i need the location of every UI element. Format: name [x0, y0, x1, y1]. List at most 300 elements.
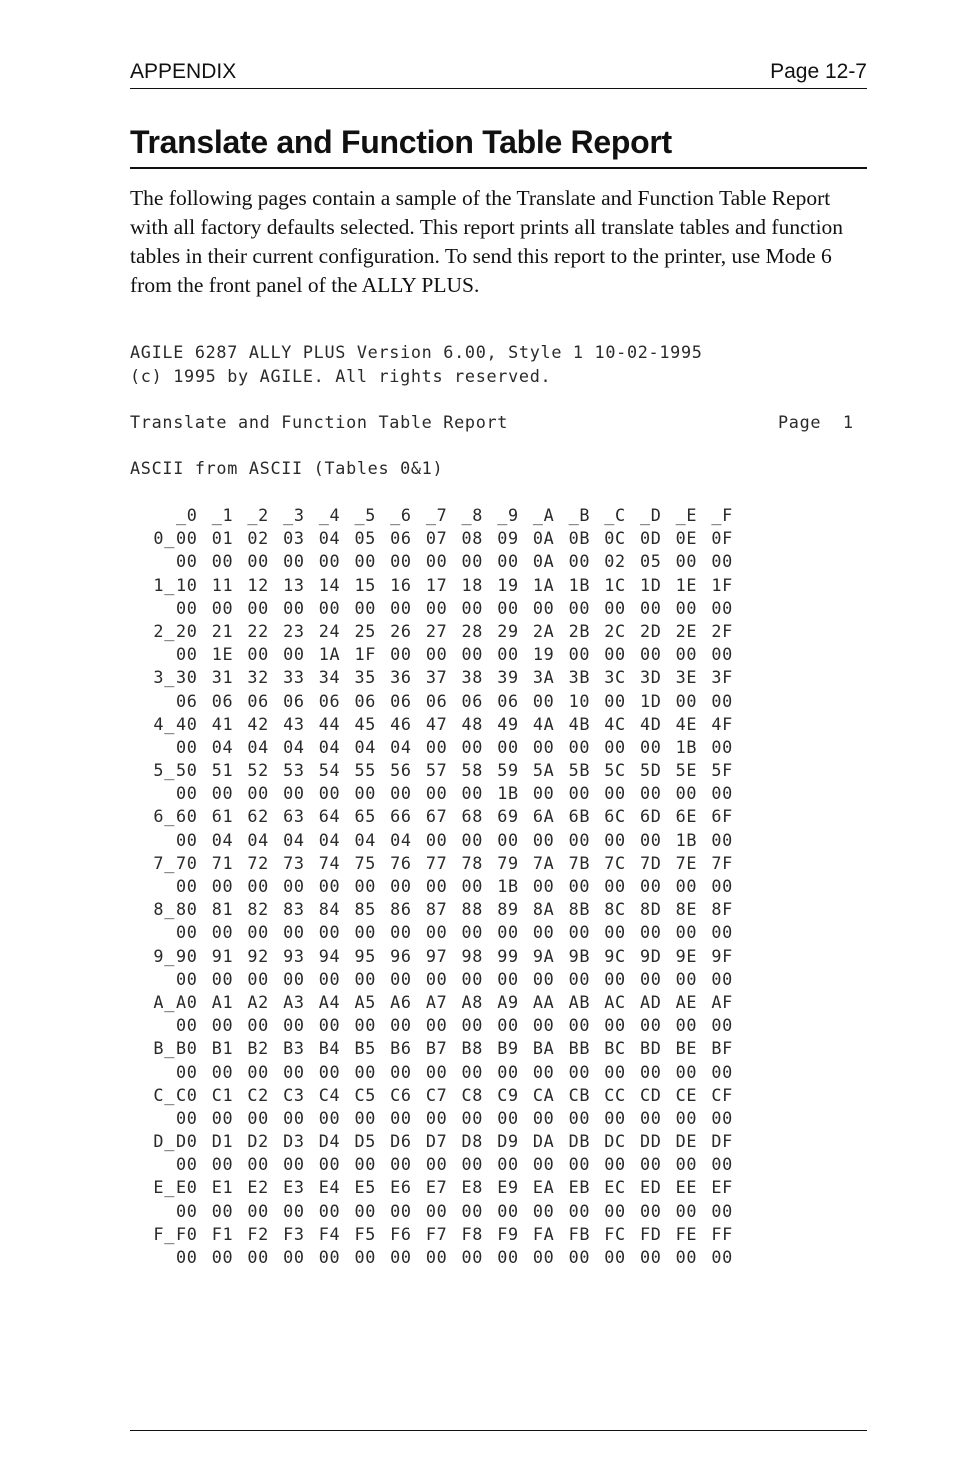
table-cell: 00 — [354, 1015, 377, 1036]
table-cell: 42 — [247, 713, 269, 734]
table-cell: 00 — [604, 829, 626, 850]
table-cell: 00 — [497, 1107, 519, 1128]
table-cell: 00 — [604, 1061, 626, 1082]
table-cell: 00 — [211, 1247, 234, 1267]
table-cell: 1C — [604, 574, 626, 595]
table-cell: 00 — [568, 876, 591, 896]
table-cell: EA — [532, 1177, 555, 1198]
table-cell: 00 — [354, 1200, 377, 1221]
table-cell: 04 — [211, 736, 234, 757]
table-cell: 2B — [568, 620, 591, 641]
table-cell: D8 — [461, 1131, 484, 1152]
table-cell: 24 — [318, 620, 341, 641]
table-cell: 00 — [176, 922, 198, 943]
section-label: APPENDIX — [130, 60, 237, 83]
table-cell: 22 — [247, 620, 269, 641]
table-cell: 84 — [318, 899, 341, 920]
table-cell: 2D — [639, 620, 662, 641]
column-header: _4 — [318, 505, 341, 525]
table-cell: 00 — [283, 968, 305, 989]
table-cell: 00 — [425, 876, 448, 896]
table-cell: D5 — [354, 1131, 377, 1152]
table-cell: BA — [532, 1038, 555, 1059]
table-cell: 00 — [247, 876, 269, 896]
table-cell: 56 — [390, 760, 412, 781]
table-cell: 00 — [711, 597, 733, 618]
table-cell: 00 — [425, 551, 448, 572]
table-cell: 00 — [283, 597, 305, 618]
table-cell: 92 — [247, 945, 269, 966]
table-cell: 06 — [318, 690, 341, 711]
table-cell: 00 — [497, 1015, 519, 1036]
table-cell: D3 — [283, 1131, 305, 1152]
table-cell: 4F — [711, 713, 733, 734]
table-cell: 9C — [604, 945, 626, 966]
table-cell: 00 — [568, 922, 591, 943]
table-cell: 8B — [568, 899, 591, 920]
table-cell: 00 — [425, 1015, 448, 1036]
table-cell: 04 — [318, 528, 341, 549]
table-cell: 00 — [390, 551, 412, 572]
table-cell: 4E — [675, 713, 698, 734]
table-cell: 00 — [532, 1247, 555, 1267]
table-row — [130, 1107, 747, 1130]
table-cell: 00 — [318, 922, 341, 943]
table-cell: 00 — [497, 1200, 519, 1221]
table-cell: 00 — [568, 736, 591, 757]
table-cell: 37 — [425, 667, 448, 688]
table-cell: 00 — [711, 551, 733, 572]
table-cell: 00 — [497, 1154, 519, 1175]
table-cell: 9E — [675, 945, 698, 966]
table-cell: 9F — [711, 945, 733, 966]
table-row — [130, 852, 747, 875]
table-cell: 00 — [247, 1015, 269, 1036]
table-row — [130, 921, 747, 944]
table-cell: 47 — [425, 713, 448, 734]
table-cell: 00 — [425, 1061, 448, 1082]
table-cell: 00 — [675, 690, 698, 711]
table-cell: 00 — [461, 1061, 484, 1082]
table-cell: 00 — [425, 922, 448, 943]
table-cell: 00 — [711, 1200, 733, 1221]
table-cell: 00 — [318, 1015, 341, 1036]
table-cell: 00 — [461, 1247, 484, 1267]
table-cell: 19 — [532, 644, 555, 665]
table-cell: 85 — [354, 899, 377, 920]
table-cell: 00 — [604, 1154, 626, 1175]
table-cell: DC — [604, 1131, 626, 1152]
table-cell: 1D — [639, 690, 662, 711]
table-cell: 27 — [425, 620, 448, 641]
row-label: E_ — [153, 1177, 175, 1198]
table-row — [130, 1130, 747, 1153]
table-cell: 43 — [283, 713, 305, 734]
table-cell: 00 — [283, 644, 305, 665]
table-cell: 00 — [425, 829, 448, 850]
intro-paragraph: The following pages contain a sample of the Translate and Function Table Report with all factory defaults selected. This report prints all translate tables and function tables in their current configuration. To send this report to the printer, use Mode 6 from the front panel of the ALLY PLUS. — [130, 186, 844, 297]
table-cell: BC — [604, 1038, 626, 1059]
footer-rule — [130, 1430, 867, 1431]
row-label: 8_ — [153, 899, 175, 920]
table-cell: 00 — [176, 1061, 198, 1082]
table-cell: A1 — [211, 991, 234, 1012]
column-header: _1 — [211, 505, 234, 525]
table-cell: 1B — [675, 736, 698, 757]
table-cell: A6 — [390, 991, 412, 1012]
table-cell: 00 — [247, 644, 269, 665]
table-cell: 00 — [532, 829, 555, 850]
row-label: 3_ — [153, 667, 175, 688]
table-cell: 00 — [604, 597, 626, 618]
table-cell: 04 — [247, 736, 269, 757]
table-cell: FC — [604, 1223, 626, 1244]
table-row — [130, 550, 747, 573]
row-label: 9_ — [153, 945, 175, 966]
table-cell: 98 — [461, 945, 484, 966]
table-cell: 2A — [532, 620, 555, 641]
table-cell: 00 — [568, 644, 591, 665]
row-label: 7_ — [153, 852, 175, 873]
table-cell: 00 — [532, 876, 555, 896]
column-header: _2 — [247, 505, 269, 525]
table-row — [130, 1223, 747, 1246]
table-cell: C2 — [247, 1084, 269, 1105]
table-cell: 00 — [604, 644, 626, 665]
table-cell: 65 — [354, 806, 377, 827]
table-cell: 00 — [532, 1200, 555, 1221]
table-cell: 04 — [390, 736, 412, 757]
table-cell: A2 — [247, 991, 269, 1012]
table-cell: AC — [604, 991, 626, 1012]
table-cell: 00 — [639, 736, 662, 757]
table-cell: 00 — [461, 968, 484, 989]
table-cell: 00 — [604, 922, 626, 943]
table-cell: 00 — [176, 528, 198, 549]
table-cell: 00 — [604, 736, 626, 757]
table-cell: 30 — [176, 667, 198, 688]
table-cell: 00 — [497, 597, 519, 618]
table-cell: D2 — [247, 1131, 269, 1152]
table-cell: 00 — [211, 1154, 234, 1175]
table-cell: 00 — [354, 1247, 377, 1267]
table-cell: 00 — [176, 1200, 198, 1221]
row-label: F_ — [153, 1223, 175, 1244]
table-cell: C5 — [354, 1084, 377, 1105]
table-cell: 00 — [461, 1107, 484, 1128]
table-cell: 90 — [176, 945, 198, 966]
table-cell: 00 — [461, 922, 484, 943]
table-cell: B0 — [176, 1038, 198, 1059]
table-cell: 11 — [211, 574, 234, 595]
table-cell: 88 — [461, 899, 484, 920]
table-cell: 00 — [711, 1247, 733, 1267]
table-cell: 32 — [247, 667, 269, 688]
table-cell: 00 — [711, 1061, 733, 1082]
table-cell: A7 — [425, 991, 448, 1012]
table-cell: 00 — [354, 968, 377, 989]
table-cell: 01 — [211, 528, 234, 549]
table-cell: 00 — [354, 551, 377, 572]
row-label: C_ — [153, 1084, 175, 1105]
table-cell: 52 — [247, 760, 269, 781]
table-cell: 00 — [211, 1107, 234, 1128]
table-cell: A8 — [461, 991, 484, 1012]
table-cell: 06 — [461, 690, 484, 711]
table-row — [130, 527, 747, 550]
table-cell: 00 — [318, 597, 341, 618]
table-cell: E3 — [283, 1177, 305, 1198]
table-cell: 00 — [247, 1061, 269, 1082]
table-cell: 00 — [675, 1107, 698, 1128]
table-cell: 00 — [568, 551, 591, 572]
table-cell: AB — [568, 991, 591, 1012]
table-cell: 00 — [639, 597, 662, 618]
table-cell: 5A — [532, 760, 555, 781]
table-cell: 0A — [532, 528, 555, 549]
table-cell: 17 — [425, 574, 448, 595]
table-cell: 00 — [354, 597, 377, 618]
table-cell: 4C — [604, 713, 626, 734]
table-cell: 95 — [354, 945, 377, 966]
table-cell: 58 — [461, 760, 484, 781]
table-cell: 00 — [283, 551, 305, 572]
table-cell: 00 — [639, 1200, 662, 1221]
table-cell: 00 — [532, 736, 555, 757]
table-row — [130, 991, 747, 1014]
table-cell: 04 — [211, 829, 234, 850]
table-cell: 00 — [711, 829, 733, 850]
table-cell: 00 — [390, 1200, 412, 1221]
table-cell: 00 — [639, 1107, 662, 1128]
table-cell: 00 — [425, 1154, 448, 1175]
table-cell: 0D — [639, 528, 662, 549]
column-header: _7 — [425, 505, 448, 525]
table-cell: 55 — [354, 760, 377, 781]
table-cell: 00 — [283, 1247, 305, 1267]
table-cell: 2E — [675, 620, 698, 641]
table-cell: C4 — [318, 1084, 341, 1105]
table-cell: 31 — [211, 667, 234, 688]
table-cell: 00 — [390, 922, 412, 943]
table-cell: 00 — [283, 1107, 305, 1128]
table-cell: 00 — [318, 1247, 341, 1267]
table-cell: E7 — [425, 1177, 448, 1198]
table-cell: 00 — [390, 1247, 412, 1267]
table-cell: 08 — [461, 528, 484, 549]
column-header: _6 — [390, 505, 412, 525]
page-title: Translate and Function Table Report — [130, 124, 867, 169]
table-cell: 00 — [354, 783, 377, 804]
table-cell: 5B — [568, 760, 591, 781]
table-cell: 00 — [711, 1015, 733, 1036]
table-cell: CC — [604, 1084, 626, 1105]
table-cell: D7 — [425, 1131, 448, 1152]
table-cell: 00 — [211, 922, 234, 943]
table-cell: 6D — [639, 806, 662, 827]
table-cell: 00 — [532, 1154, 555, 1175]
table-row — [130, 597, 747, 620]
table-cell: 19 — [497, 574, 519, 595]
table-cell: 62 — [247, 806, 269, 827]
table-cell: 50 — [176, 760, 198, 781]
table-cell: 76 — [390, 852, 412, 873]
table-cell: 87 — [425, 899, 448, 920]
table-row — [130, 620, 747, 643]
table-row — [130, 1176, 747, 1199]
column-header: _D — [639, 505, 662, 525]
table-cell: 8F — [711, 899, 733, 920]
table-cell: 00 — [283, 876, 305, 896]
table-cell: DB — [568, 1131, 591, 1152]
table-cell: 00 — [461, 644, 484, 665]
table-cell: 0E — [675, 528, 698, 549]
table-cell: B5 — [354, 1038, 377, 1059]
table-cell: 35 — [354, 667, 377, 688]
table-cell: D6 — [390, 1131, 412, 1152]
table-cell: 00 — [639, 1015, 662, 1036]
table-cell: 00 — [639, 1061, 662, 1082]
table-cell: ED — [639, 1177, 662, 1198]
table-cell: 00 — [425, 736, 448, 757]
table-cell: 7F — [711, 852, 733, 873]
table-cell: 33 — [283, 667, 305, 688]
table-cell: C1 — [211, 1084, 234, 1105]
table-cell: 00 — [639, 644, 662, 665]
table-row — [130, 759, 747, 782]
table-cell: 61 — [211, 806, 234, 827]
table-cell: CE — [675, 1084, 698, 1105]
table-cell: 00 — [283, 783, 305, 804]
table-cell: 8D — [639, 899, 662, 920]
table-row — [130, 1084, 747, 1107]
column-header: _3 — [283, 505, 305, 525]
table-cell: 00 — [568, 1200, 591, 1221]
table-cell: 00 — [711, 968, 733, 989]
table-cell: A0 — [176, 991, 198, 1012]
table-cell: 1A — [532, 574, 555, 595]
table-cell: CB — [568, 1084, 591, 1105]
table-cell: 6A — [532, 806, 555, 827]
table-row — [130, 574, 747, 597]
table-cell: 26 — [390, 620, 412, 641]
table-cell: 04 — [390, 829, 412, 850]
table-cell: 3E — [675, 667, 698, 688]
table-cell: E4 — [318, 1177, 341, 1198]
table-cell: 00 — [675, 922, 698, 943]
table-cell: F6 — [390, 1223, 412, 1244]
table-cell: DA — [532, 1131, 555, 1152]
table-cell: 00 — [675, 1154, 698, 1175]
table-cell: C0 — [176, 1084, 198, 1105]
table-cell: 67 — [425, 806, 448, 827]
table-cell: 4D — [639, 713, 662, 734]
table-cell: 00 — [639, 783, 662, 804]
table-cell: 00 — [247, 1154, 269, 1175]
table-cell: 00 — [318, 1061, 341, 1082]
table-cell: 00 — [211, 876, 234, 896]
row-label: 0_ — [153, 528, 175, 549]
table-cell: 00 — [390, 968, 412, 989]
table-cell: 93 — [283, 945, 305, 966]
table-cell: 1B — [568, 574, 591, 595]
table-cell: 41 — [211, 713, 234, 734]
table-cell: B4 — [318, 1038, 341, 1059]
table-cell: 79 — [497, 852, 519, 873]
table-cell: F0 — [176, 1223, 198, 1244]
table-cell: 64 — [318, 806, 341, 827]
table-cell: 66 — [390, 806, 412, 827]
table-cell: 7A — [532, 852, 555, 873]
table-cell: A5 — [354, 991, 377, 1012]
table-cell: 00 — [354, 922, 377, 943]
table-cell: 00 — [176, 783, 198, 804]
table-cell: 00 — [497, 829, 519, 850]
table-cell: 8A — [532, 899, 555, 920]
table-cell: 00 — [675, 968, 698, 989]
table-cell: 3A — [532, 667, 555, 688]
table-cell: 00 — [390, 783, 412, 804]
table-cell: 00 — [211, 551, 234, 572]
table-cell: 06 — [211, 690, 234, 711]
table-cell: 04 — [318, 736, 341, 757]
table-cell: 00 — [247, 1247, 269, 1267]
row-label: 6_ — [153, 806, 175, 827]
table-cell: 00 — [425, 1107, 448, 1128]
column-header: _E — [675, 505, 698, 525]
table-cell: 6F — [711, 806, 733, 827]
table-cell: 89 — [497, 899, 519, 920]
table-cell: 1F — [354, 644, 377, 665]
table-cell: 81 — [211, 899, 234, 920]
table-cell: 04 — [283, 736, 305, 757]
table-cell: 00 — [425, 968, 448, 989]
table-cell: 3D — [639, 667, 662, 688]
table-cell: EB — [568, 1177, 591, 1198]
table-row — [130, 666, 747, 689]
table-cell: 00 — [461, 1154, 484, 1175]
row-label: 2_ — [153, 620, 175, 641]
table-cell: 00 — [568, 1061, 591, 1082]
table-cell: 74 — [318, 852, 341, 873]
table-cell: 00 — [461, 597, 484, 618]
table-cell: 00 — [604, 968, 626, 989]
table-row — [130, 1037, 747, 1060]
table-cell: 00 — [497, 968, 519, 989]
table-cell: AE — [675, 991, 698, 1012]
table-cell: 00 — [604, 1247, 626, 1267]
table-row — [130, 782, 747, 805]
table-cell: 00 — [318, 876, 341, 896]
table-cell: 00 — [497, 1061, 519, 1082]
table-cell: 00 — [568, 783, 591, 804]
table-cell: 5C — [604, 760, 626, 781]
page-number: Page 12-7 — [770, 60, 867, 83]
table-cell: 00 — [497, 1247, 519, 1267]
table-cell: 91 — [211, 945, 234, 966]
table-cell: 00 — [176, 876, 198, 896]
table-cell: F1 — [211, 1223, 234, 1244]
report-version-line: AGILE 6287 ALLY PLUS Version 6.00, Style 1 10-02-1995 — [130, 342, 703, 362]
table-cell: 00 — [176, 597, 198, 618]
table-cell: 00 — [176, 1107, 198, 1128]
table-cell: 00 — [176, 829, 198, 850]
table-cell: 00 — [568, 597, 591, 618]
table-cell: 00 — [604, 876, 626, 896]
table-cell: 00 — [354, 1107, 377, 1128]
table-cell: 00 — [211, 597, 234, 618]
table-cell: 6C — [604, 806, 626, 827]
